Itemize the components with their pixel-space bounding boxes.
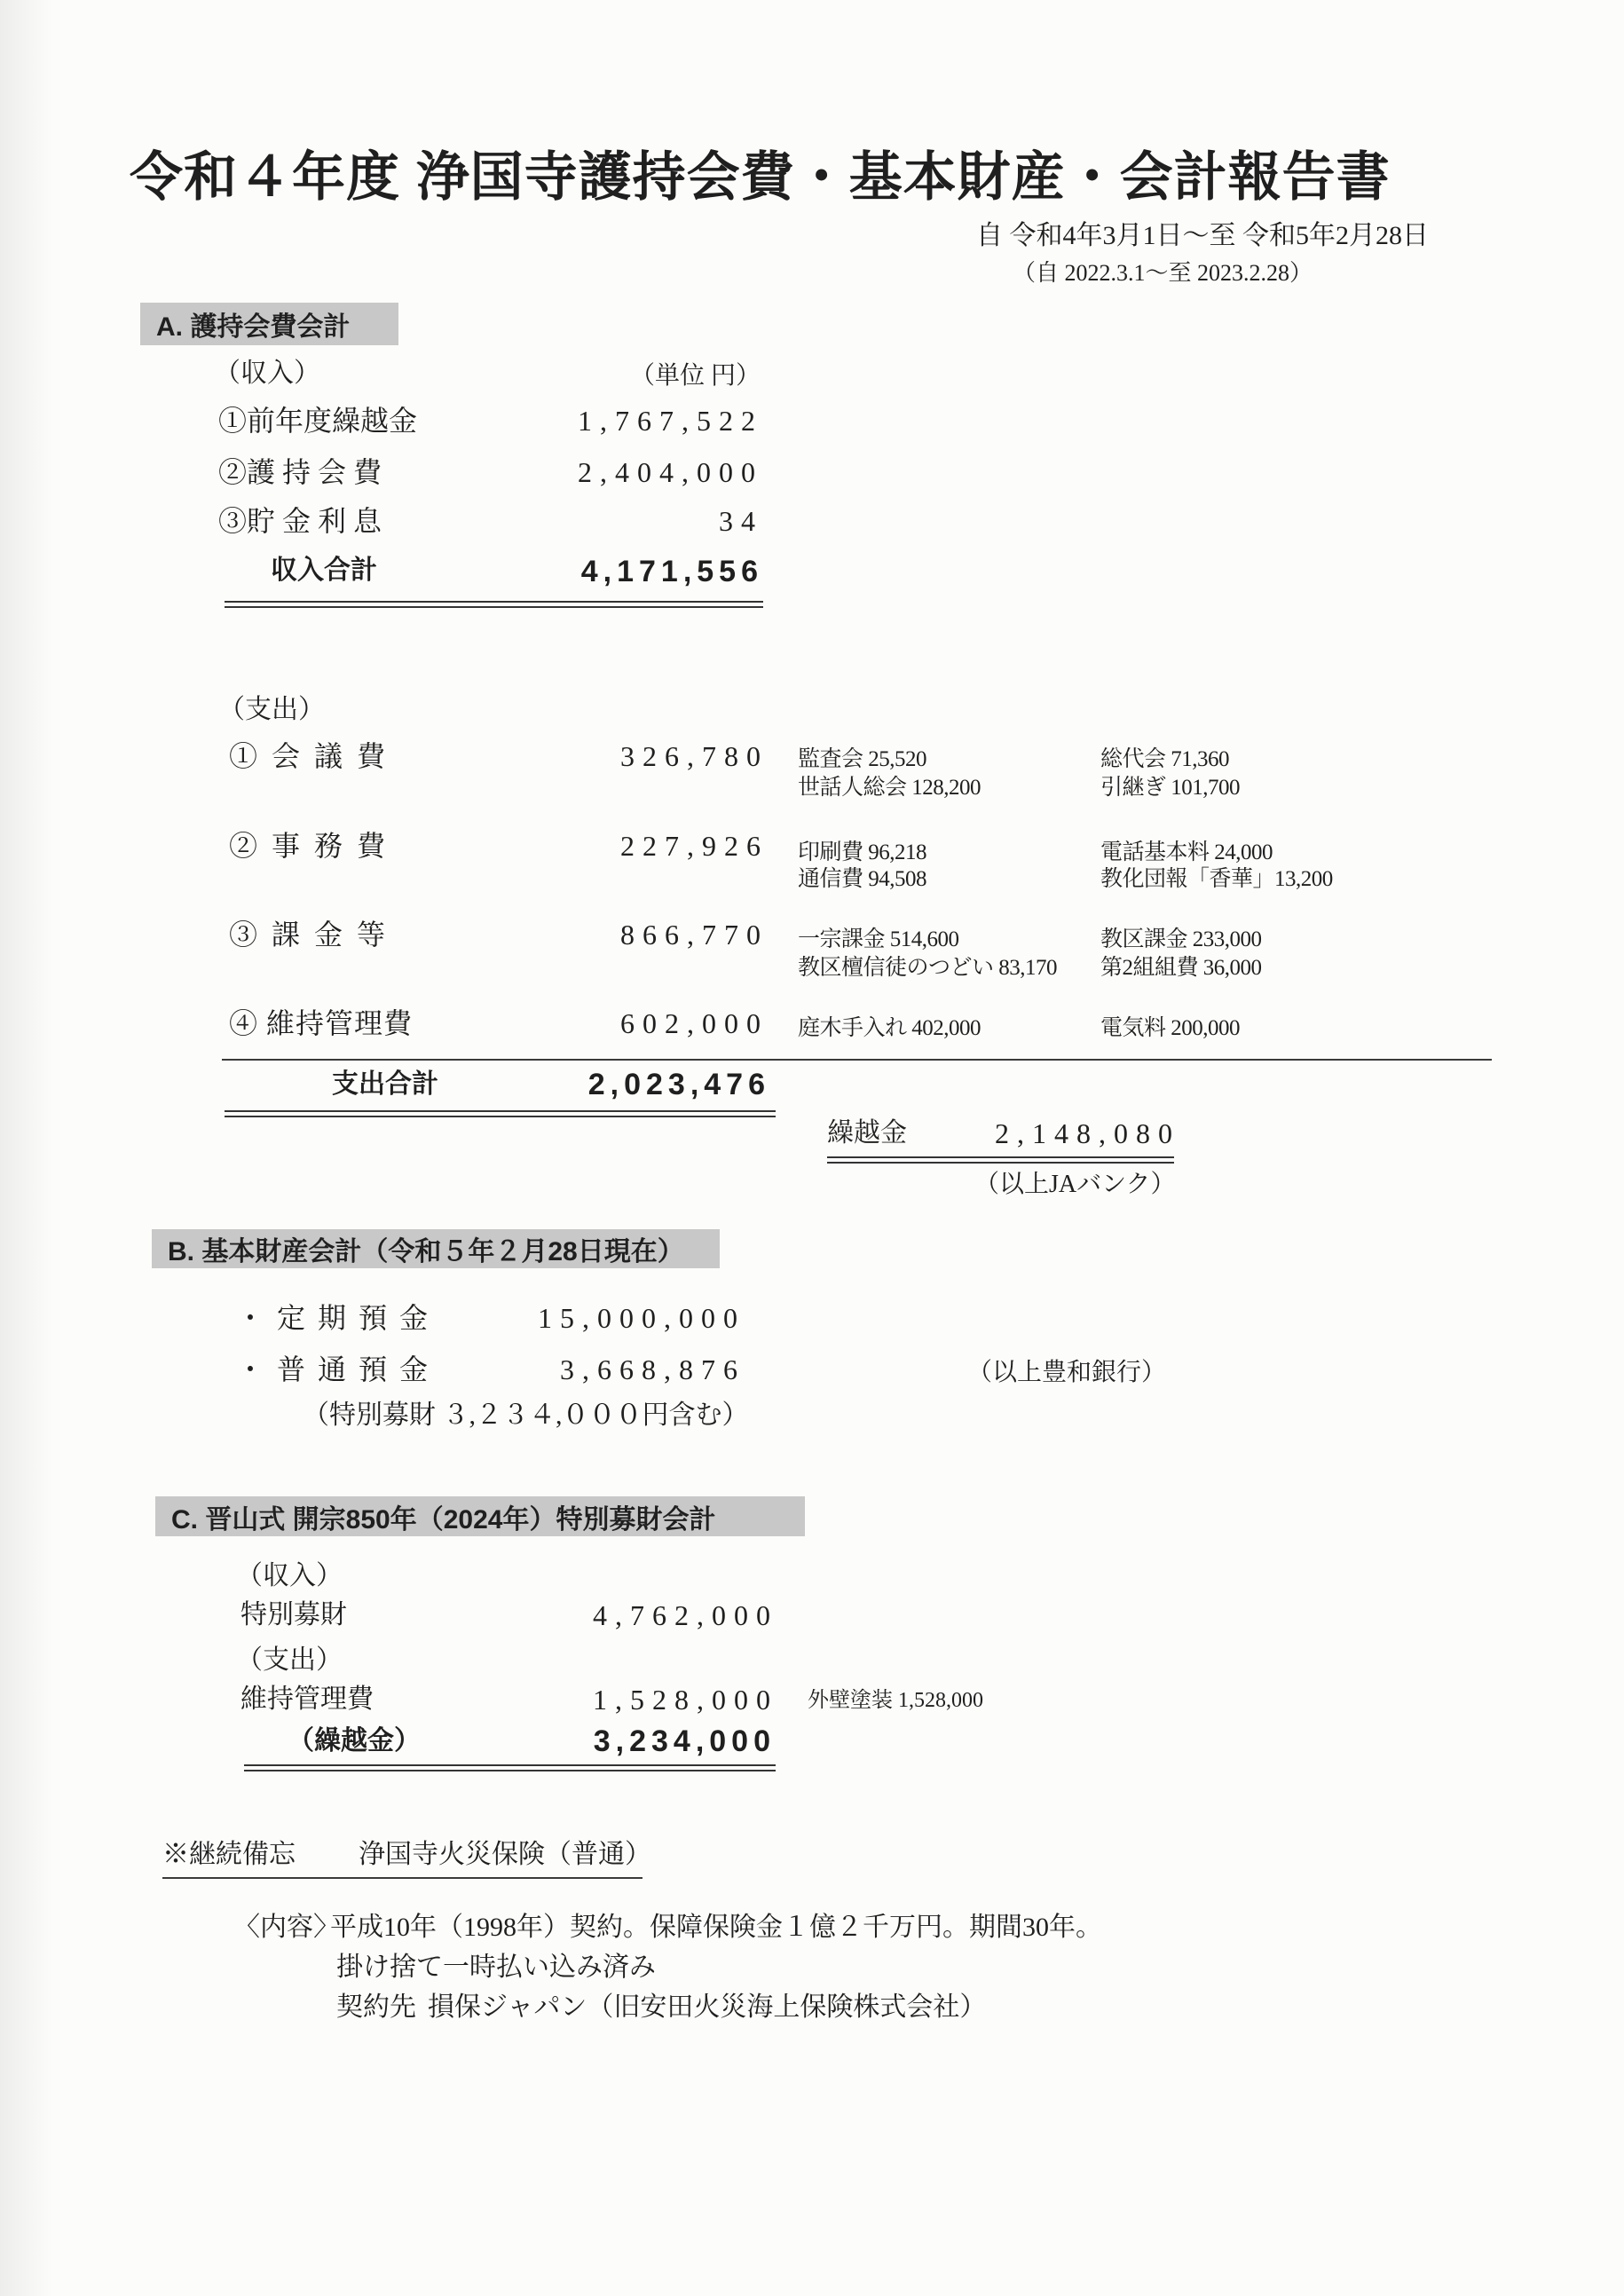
period-western: （自 2022.3.1〜至 2023.2.28） [1012, 260, 1313, 286]
expense-item-label: ② 事 務 費 [229, 830, 390, 862]
expense-note: 一宗課金 514,600 [798, 927, 959, 951]
expense-note: 第2組組費 36,000 [1100, 956, 1262, 980]
income-item-value: 34 [719, 505, 763, 537]
asset-included-note: （特別募財 ３,２３４,０００円含む） [303, 1400, 749, 1430]
income-item-label: ③貯 金 利 息 [218, 505, 382, 537]
period-japanese: 自 令和4年3月1日〜至 令和5年2月28日 [976, 221, 1429, 250]
expense-note: 電話基本料 24,000 [1100, 840, 1273, 864]
c-expense-label: （支出） [236, 1645, 343, 1675]
c-carryover-value: 3,234,000 [593, 1724, 776, 1758]
expense-rule [222, 1059, 1492, 1061]
c-expense-note: 外壁塗装 1,528,000 [808, 1689, 983, 1712]
expense-item-value: 326,780 [620, 740, 769, 772]
expense-note: 監査会 25,520 [798, 747, 927, 771]
carryover-value: 2,148,080 [995, 1117, 1180, 1149]
asset-item-value: 15,000,000 [538, 1302, 745, 1334]
income-total-double-rule [225, 601, 763, 608]
expense-total-double-rule [225, 1110, 776, 1117]
expense-item-label: ④ 維持管理費 [229, 1007, 414, 1039]
income-item-label: ①前年度繰越金 [218, 405, 418, 437]
asset-item-value: 3,668,876 [560, 1353, 745, 1385]
memo-content-label: 〈内容〉 [233, 1913, 340, 1942]
unit-label: （単位 円） [629, 362, 761, 390]
section-b-header: B. 基本財産会計（令和５年２月28日現在） [152, 1229, 720, 1268]
expense-note: 通信費 94,508 [798, 867, 927, 891]
expense-item-label: ① 会 議 費 [229, 740, 390, 772]
carryover-bank-note: （以上JAバンク） [974, 1171, 1176, 1198]
memo-content-line: 平成10年（1998年）契約。保障保険金１億２千万円。期間30年。 [330, 1913, 1102, 1942]
carryover-double-rule [827, 1156, 1174, 1164]
expense-item-value: 866,770 [620, 919, 769, 951]
expense-note: 総代会 71,360 [1100, 747, 1230, 771]
memo-contractor-label: 契約先 [336, 1992, 416, 2022]
asset-item-label: ・ 普 通 預 金 [236, 1353, 431, 1385]
c-carryover-label: （繰越金） [288, 1726, 421, 1756]
expense-note: 教区課金 233,000 [1100, 927, 1262, 951]
expense-total-label: 支出合計 [332, 1069, 438, 1099]
expense-note: 印刷費 96,218 [798, 840, 927, 864]
memo-content-line: 掛け捨て一時払い込み済み [336, 1953, 656, 1982]
expense-note: 引継ぎ 101,700 [1100, 776, 1241, 800]
memo-contractor: 損保ジャパン（旧安田火災海上保険株式会社） [428, 1992, 987, 2022]
c-income-item-value: 4,762,000 [593, 1599, 778, 1631]
expense-label: （支出） [218, 695, 325, 724]
memo-subject: 浄国寺火災保険（普通） [359, 1840, 651, 1869]
expense-note: 電気料 200,000 [1100, 1016, 1241, 1040]
scan-edge-shadow [0, 0, 53, 2296]
c-expense-item-label: 維持管理費 [240, 1685, 374, 1714]
memo-label: ※継続備忘 [162, 1840, 296, 1869]
expense-note: 世話人総会 128,200 [798, 776, 981, 800]
expense-note: 教化団報「香華」13,200 [1100, 867, 1333, 891]
expense-total-value: 2,023,476 [587, 1068, 770, 1101]
expense-item-label: ③ 課 金 等 [229, 919, 390, 951]
income-item-label: ②護 持 会 費 [218, 456, 382, 488]
expense-note: 教区檀信徒のつどい 83,170 [798, 956, 1058, 980]
income-item-value: 1,767,522 [578, 405, 763, 437]
carryover-label: 繰越金 [827, 1118, 907, 1148]
asset-bank-note: （以上豊和銀行） [967, 1359, 1167, 1386]
section-a-header: A. 護持会費会計 [140, 303, 398, 345]
c-carryover-double-rule [244, 1764, 776, 1771]
c-income-item-label: 特別募財 [240, 1600, 347, 1629]
asset-item-label: ・ 定 期 預 金 [236, 1302, 431, 1334]
c-income-label: （収入） [236, 1561, 343, 1590]
c-expense-item-value: 1,528,000 [593, 1684, 778, 1716]
expense-note: 庭木手入れ 402,000 [798, 1016, 981, 1040]
income-label: （収入） [214, 359, 320, 388]
expense-item-value: 227,926 [620, 830, 769, 862]
income-total-label: 収入合計 [271, 556, 377, 585]
expense-item-value: 602,000 [620, 1007, 769, 1039]
memo-underline [162, 1877, 643, 1879]
income-total-value: 4,171,556 [580, 555, 763, 588]
report-title: 令和４年度 浄国寺護持会費・基本財産・会計報告書 [130, 147, 1391, 207]
income-item-value: 2,404,000 [578, 456, 763, 488]
section-c-header: C. 晋山式 開宗850年（2024年）特別募財会計 [155, 1496, 805, 1536]
